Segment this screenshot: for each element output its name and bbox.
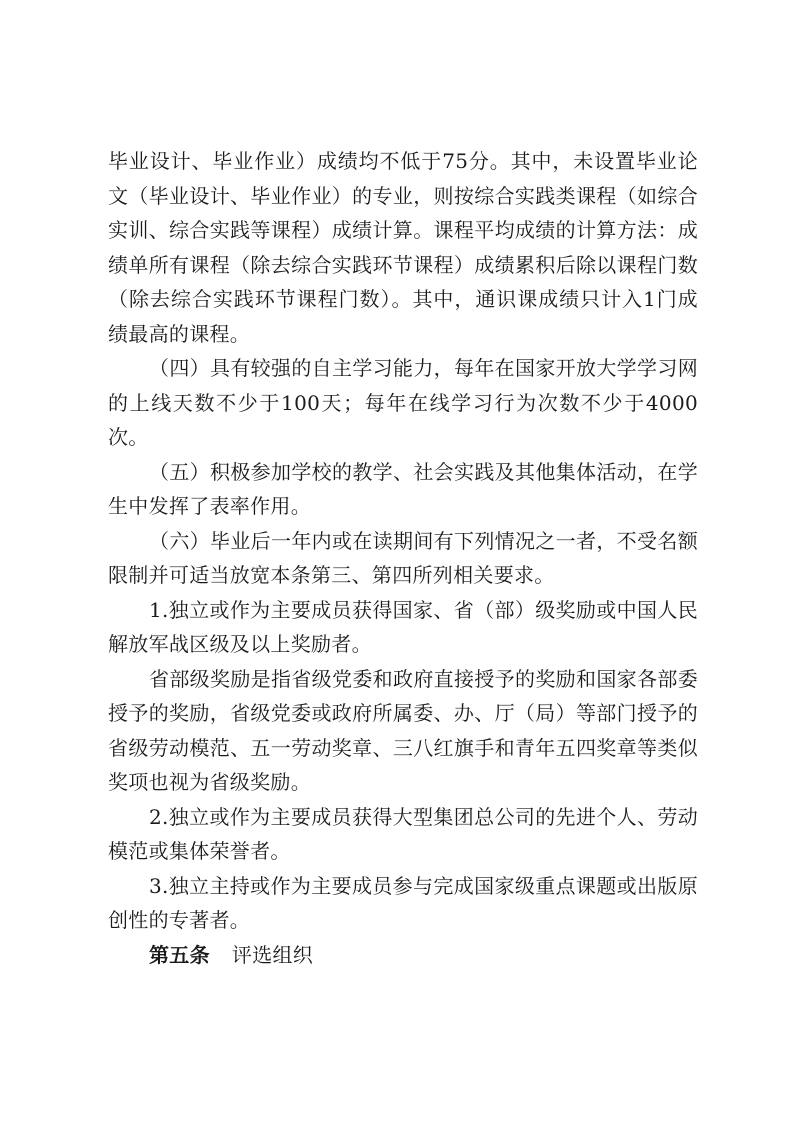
paragraph-graduation-grades: 毕业设计、毕业作业）成绩均不低于75分。其中，未设置毕业论文（毕业设计、毕业作业）的专业，则按综合实践类课程（如综合实训、综合实践等课程）成绩计算。课程平均成绩的计算方法：成绩单所有课程（除去综合实践环节课程）成绩累积后除以课程门数（除去综合实践环节课程门数）。其中，通识课成绩只计入1门成绩最高的课程。 bbox=[108, 149, 698, 346]
paragraph-item-5: （五）积极参加学校的教学、社会实践及其他集体活动，在学生中发挥了表率作用。 bbox=[108, 459, 698, 518]
paragraph-item-4: （四）具有较强的自主学习能力，每年在国家开放大学学习网的上线天数不少于100天；每年在线学习行为次数不少于4000次。 bbox=[108, 356, 698, 449]
article-title: 评选组织 bbox=[231, 942, 314, 967]
article-number: 第五条 bbox=[149, 942, 210, 967]
paragraph-subitem-1: 1.独立或作为主要成员获得国家、省（部）级奖励或中国人民解放军战区级及以上奖励者。 bbox=[108, 597, 698, 656]
paragraph-award-definition: 省部级奖励是指省级党委和政府直接授予的奖励和国家各部委授予的奖励，省级党委或政府所属委、办、厅（局）等部门授予的省级劳动模范、五一劳动奖章、三八红旗手和青年五四奖章等类似奖项也视为省级奖励。 bbox=[108, 666, 698, 794]
paragraph-subitem-3: 3.独立主持或作为主要成员参与完成国家级重点课题或出版原创性的专著者。 bbox=[108, 873, 698, 932]
paragraph-item-6: （六）毕业后一年内或在读期间有下列情况之一者，不受名额限制并可适当放宽本条第三、第四所列相关要求。 bbox=[108, 528, 698, 587]
article-heading bbox=[108, 938, 698, 973]
document-body bbox=[108, 144, 698, 972]
paragraph-subitem-2: 2.独立或作为主要成员获得大型集团总公司的先进个人、劳动模范或集体荣誉者。 bbox=[108, 804, 698, 863]
